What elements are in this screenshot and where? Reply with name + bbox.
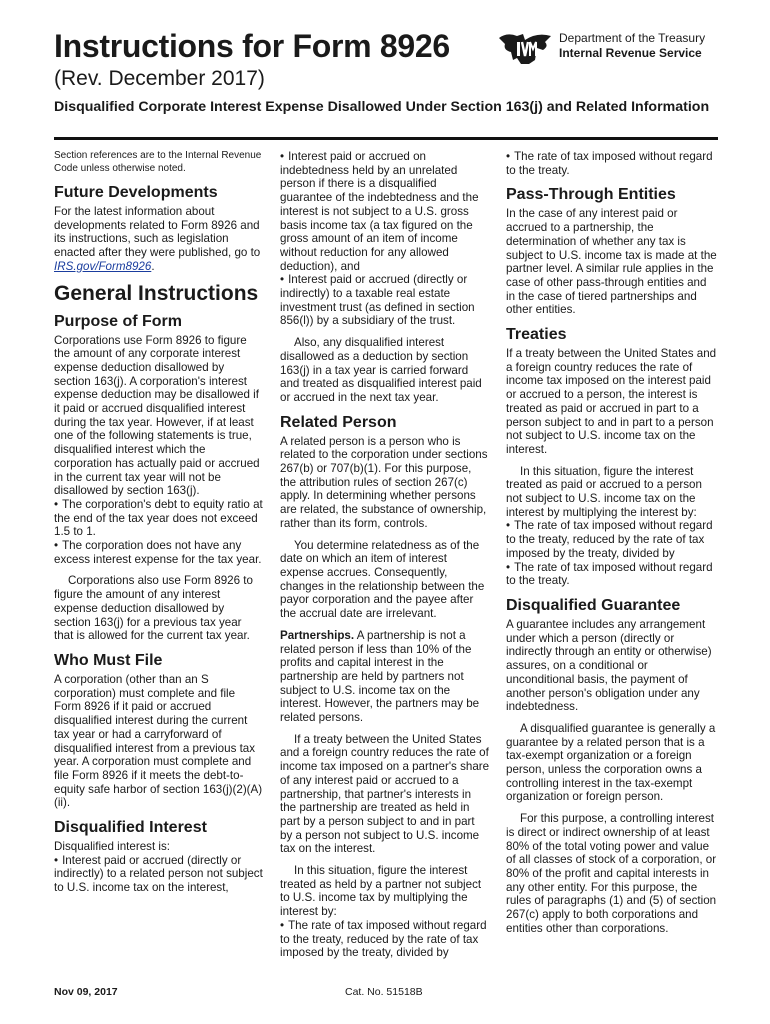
disqualified-interest-bullet-3: • Interest paid or accrued (directly or indirectly) to a taxable real estate investment trust (as defined in section 856(l)) by a subsidiary of the trust.: [280, 273, 490, 328]
future-text-end: .: [151, 259, 155, 273]
partner-treaty-bullet-1: • The rate of tax imposed without regard to the treaty, reduced by the rate of tax imposed by the treaty, divided by: [280, 919, 490, 960]
agency-irs: Internal Revenue Service: [559, 46, 702, 60]
general-instructions-heading: General Instructions: [54, 281, 259, 305]
treaties-bullet-2: • The rate of tax imposed without regard to the treaty.: [506, 561, 718, 588]
disqualified-interest-heading: Disqualified Interest: [54, 819, 207, 837]
purpose-of-form-heading: Purpose of Form: [54, 312, 183, 330]
partner-treaty-text: In this situation, figure the interest treated as held by a partner not subject to U.S. income tax by multiplying the interest by:: [280, 864, 482, 919]
future-developments-heading: Future Developments: [54, 184, 218, 201]
section-references-note: Section references are to the Internal Revenue Code unless otherwise noted.: [54, 150, 262, 174]
guarantee-paragraph-1: A guarantee includes any arrangement under which a person (directly or indirectly through an entity or otherwise) assures, on a conditional or unconditional basis, the payment of another person's obligation under any indebtedness.: [506, 617, 712, 714]
footer-catalog-number: Cat. No. 51518B: [345, 986, 423, 998]
partnerships-paragraph: [280, 629, 490, 725]
agency-department: Department of the Treasury: [559, 31, 706, 45]
purpose-bullet-2: • The corporation does not have any excess interest expense for the tax year.: [54, 539, 264, 566]
footer-date: Nov 09, 2017: [54, 986, 118, 998]
disqualified-interest-intro: Disqualified interest is:: [54, 840, 170, 854]
treaties-paragraph-1: If a treaty between the United States and a foreign country reduces the rate of income tax imposed on the interest paid or accrued to a person, the interest is treated as paid or accrued in part to a person subject to and in part to a person not subject to U.S. income tax on the interest.: [506, 347, 717, 456]
irs-eagle-logo-icon: [497, 30, 553, 66]
treaties-bullet-1: • The rate of tax imposed without regard to the treaty, reduced by the rate of tax imposed by the treaty, divided by: [506, 519, 718, 560]
header-rule: [54, 137, 718, 140]
partnerships-run-in: Partnerships.: [280, 628, 355, 642]
purpose-bullet-1: • The corporation's debt to equity ratio at the end of the tax year does not exceed 1.5 to 1.: [54, 498, 264, 539]
future-developments-text: [54, 205, 264, 274]
treaties-text: In this situation, figure the interest treated as paid or accrued to a person not subject to U.S. income tax on the interest by multiplying the interest by:: [506, 464, 702, 519]
carryforward-paragraph: Also, any disqualified interest disallowed as a deduction by section 163(j) in a tax year is carried forward and treated as disqualified interest paid or accrued in the next tax year.: [280, 336, 482, 404]
disqualified-interest-text: [54, 840, 264, 895]
agency-block: [559, 31, 705, 61]
related-person-paragraph-1: A related person is a person who is related to the corporation under sections 267(b) or 707(b)(1). For this purpose, the attribution rules of section 267(c) apply. In determining whether persons are related, the substance of ownership, rather than its form, controls.: [280, 434, 488, 530]
purpose-paragraph-1: [54, 334, 264, 567]
document-subtitle: Disqualified Corporate Interest Expense Disallowed Under Section 163(j) and Related Information: [54, 99, 710, 115]
treaties-paragraph-2: [506, 465, 718, 588]
who-must-file-text: A corporation (other than an S corporation) must complete and file Form 8926 if it paid or accrued disqualified interest during the current tax year or had a carryforward of disqualified interest from a previous tax year. A corporation must complete and file Form 8926 if it meets the debt-to-equity safe harbor of section 163(j)(2)(A)(ii).: [54, 672, 263, 810]
disqualified-guarantee-heading: Disqualified Guarantee: [506, 596, 681, 614]
disqualified-interest-bullet-1: • Interest paid or accrued (directly or indirectly) to a related person not subject to U.S. income tax on the interest,: [54, 854, 264, 895]
guarantee-paragraph-2: A disqualified guarantee is generally a guarantee by a related person that is a tax-exempt organization or a foreign person, unless the corporation owns a controlling interest in the tax-exempt organization or foreign person.: [506, 721, 716, 804]
revision-date: (Rev. December 2017): [54, 67, 265, 90]
guarantee-paragraph-3: For this purpose, a controlling interest is direct or indirect ownership of at least 80% of the total voting power and value of all classes of stock of a corporation, or 80% of the profit and capital interests in any other entity. For this purpose, the rules of paragraphs (1) and (5) of section 267(c) apply to both corporations and entities other than corporations.: [506, 812, 717, 935]
pass-through-entities-heading: Pass-Through Entities: [506, 186, 676, 204]
disqualified-interest-bullet-2: • Interest paid or accrued on indebtedness held by an unrelated person if there is a disqualified guarantee of the indebtedness and the interest is not subject to a U.S. gross basis income tax (a tax figured on the gross amount of an item of income without reduction for any allowed deduction), and: [280, 150, 490, 273]
page-title: Instructions for Form 8926: [54, 28, 450, 64]
related-person-heading: Related Person: [280, 413, 397, 431]
pass-through-paragraph: In the case of any interest paid or accrued to a partnership, the determination of whether any tax is subject to U.S. income tax is made at the partner level. A similar rule applies in the case of other pass-through entities and in the case of tiered partnerships and other entities.: [506, 207, 717, 317]
disqualified-interest-bullets-cont: [280, 150, 490, 328]
purpose-paragraph-2: Corporations also use Form 8926 to figure the amount of any interest expense deduction disallowed by section 163(j) for a previous tax year that is allowed for the current tax year.: [54, 574, 253, 643]
partner-treaty-bullet-2: • The rate of tax imposed without regard to the treaty.: [506, 150, 718, 177]
treaties-heading: Treaties: [506, 326, 567, 344]
irs-form8926-link[interactable]: IRS.gov/Form8926: [54, 259, 152, 273]
partner-treaty-paragraph-2: [280, 864, 490, 960]
partner-treaty-bullets-cont: [506, 150, 718, 177]
who-must-file-heading: Who Must File: [54, 651, 163, 669]
partner-treaty-paragraph-1: If a treaty between the United States and a foreign country reduces the rate of income tax imposed on a partner's share of any interest paid or accrued to a partnership, that partner's interests in the partnership are treated as held in part by a person subject to and in part by a person not subject to U.S. income tax on the interest.: [280, 732, 490, 856]
purpose-text: Corporations use Form 8926 to figure the amount of any corporate interest expense deduction disallowed by section 163(j). A corporation's interest expense deduction may be disallowed if it paid or accrued disqualified interest during the tax year. However, if at least one of the following statements is true, disqualified interest which the corporation has actually paid or accrued in the current tax year will not be disallowed by section 163(j).: [54, 333, 260, 498]
column-1: [54, 150, 264, 903]
future-text: For the latest information about developments related to Form 8926 and its instructions, such as legislation enacted after they were published, go to: [54, 205, 261, 260]
column-2: [280, 150, 490, 968]
partnerships-text: A partnership is not a related person if less than 10% of the profits and capital interest in the partnership are held by partners not subject to U.S. income tax on the interest. However, the partners may be related persons.: [280, 628, 480, 725]
related-person-paragraph-2: You determine relatedness as of the date on which an item of interest expense accrues. Consequently, changes in the relationship between the payor corporation and the payee after the accrual date are irrelevant.: [280, 538, 485, 621]
column-3: [506, 150, 718, 943]
